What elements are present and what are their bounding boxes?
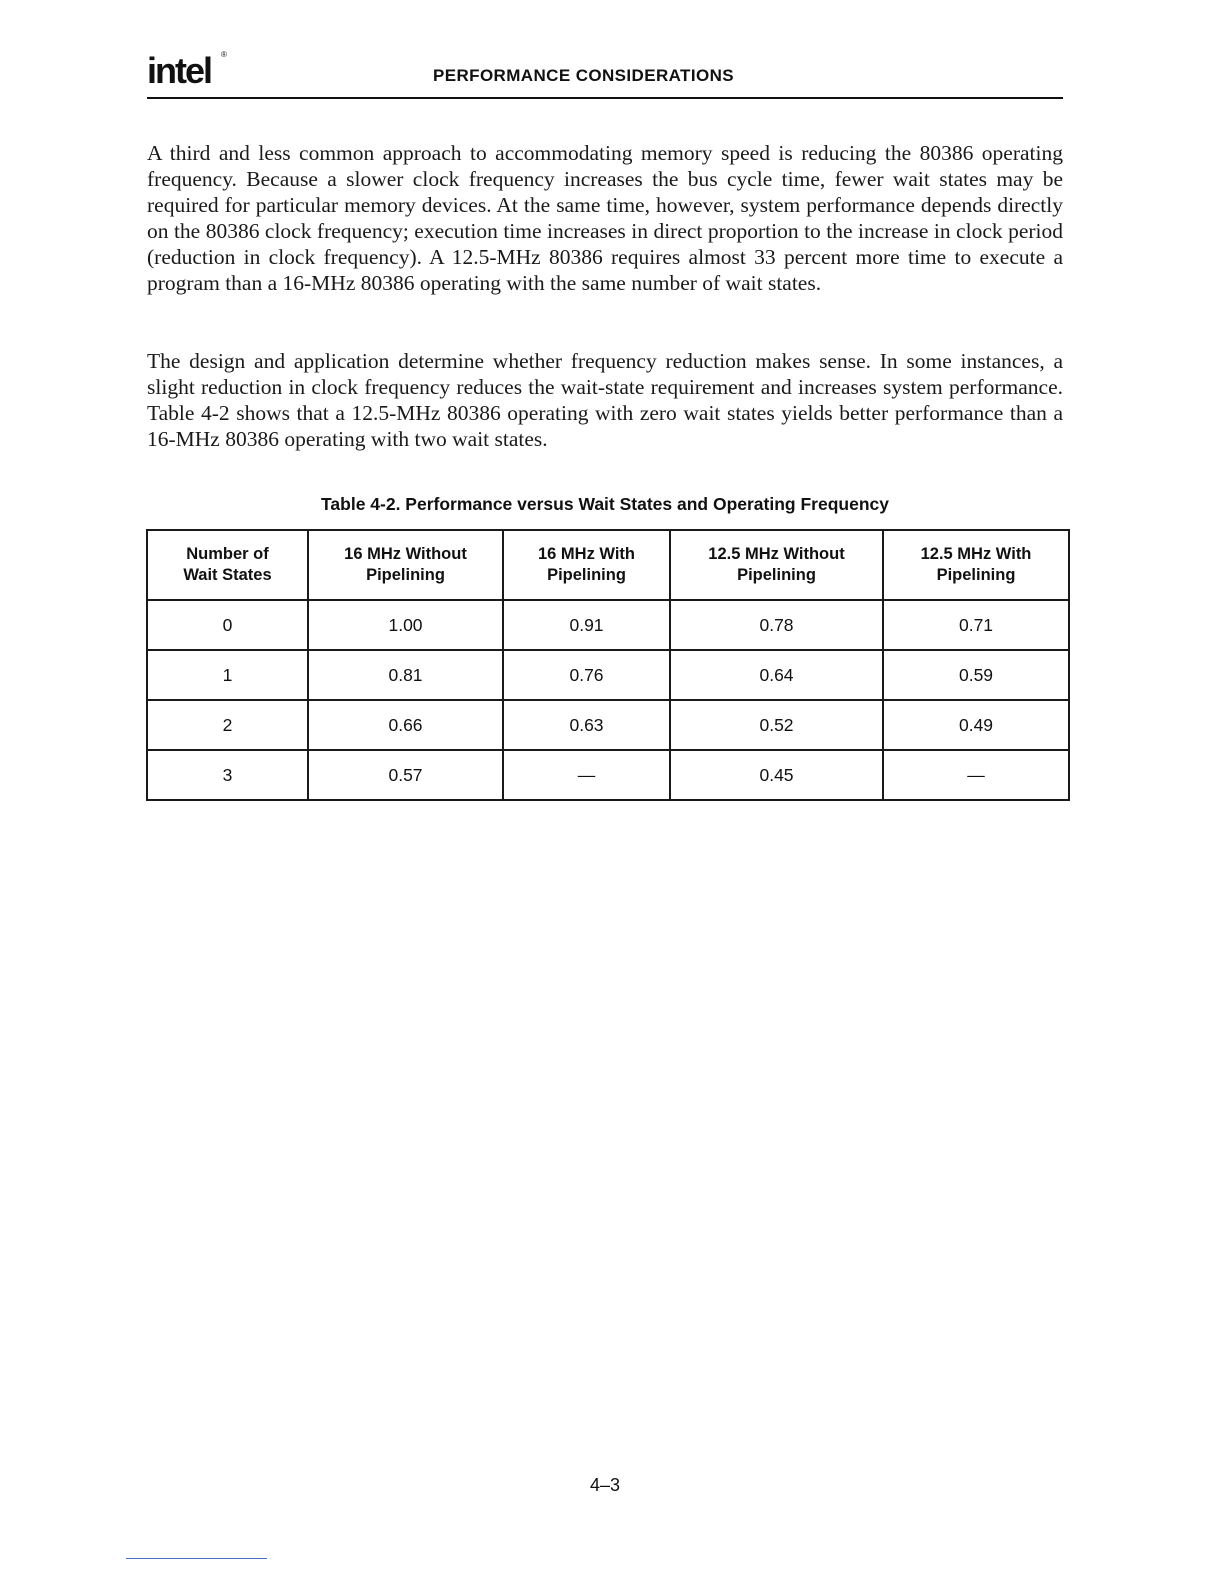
table-cell: — bbox=[883, 750, 1069, 800]
table-cell: 0.66 bbox=[308, 700, 503, 750]
footer-line bbox=[126, 1558, 267, 1559]
body-paragraph-1: A third and less common approach to accommodating memory speed is reducing the 80386 operating frequency. Because a slower clock frequency increases the bus cycle time, fewer wait states may be required for particular memory devices. At the same time, however, system performance depends directly on the 80386 clock frequency; execution time increases in direct proportion to the increase in clock period (reduction in clock frequency). A 12.5-MHz 80386 requires almost 33 percent more time to execute a program than a 16-MHz 80386 operating with the same number of wait states. bbox=[147, 141, 1063, 295]
table-cell: 0.49 bbox=[883, 700, 1069, 750]
page-header bbox=[147, 46, 1063, 100]
table-row bbox=[147, 600, 1069, 650]
table-row bbox=[147, 750, 1069, 800]
table-header-row bbox=[147, 530, 1069, 600]
table-cell: 0.63 bbox=[503, 700, 670, 750]
body-paragraph-2: The design and application determine whether frequency reduction makes sense. In some instances, a slight reduction in clock frequency reduces the wait-state requirement and increases system performance. Table 4-2 shows that a 12.5-MHz 80386 operating with zero wait states yields better performance than a 16-MHz 80386 operating with two wait states. bbox=[147, 349, 1063, 451]
table-row bbox=[147, 700, 1069, 750]
table-cell: 0.59 bbox=[883, 650, 1069, 700]
table-cell: 0.52 bbox=[670, 700, 883, 750]
table-row bbox=[147, 650, 1069, 700]
column-header-16mhz-pipeline: 16 MHz With Pipelining bbox=[503, 530, 670, 600]
table-cell: 0.81 bbox=[308, 650, 503, 700]
column-header-16mhz-no-pipeline: 16 MHz Without Pipelining bbox=[308, 530, 503, 600]
table-cell: 0.76 bbox=[503, 650, 670, 700]
table-cell: 1.00 bbox=[308, 600, 503, 650]
page-number: 4–3 bbox=[589, 1475, 621, 1495]
table-cell: 1 bbox=[147, 650, 308, 700]
table-cell: 0.78 bbox=[670, 600, 883, 650]
table-cell: 3 bbox=[147, 750, 308, 800]
table-cell: 2 bbox=[147, 700, 308, 750]
registered-mark-icon: ® bbox=[221, 50, 227, 59]
table-cell: — bbox=[503, 750, 670, 800]
table-cell: 0 bbox=[147, 600, 308, 650]
column-header-12-5mhz-no-pipeline: 12.5 MHz Without Pipelining bbox=[670, 530, 883, 600]
table-cell: 0.91 bbox=[503, 600, 670, 650]
table-cell: 0.71 bbox=[883, 600, 1069, 650]
running-head: PERFORMANCE CONSIDERATIONS bbox=[433, 66, 734, 85]
header-rule bbox=[147, 97, 1063, 99]
logo-text: intel bbox=[147, 50, 212, 91]
intel-logo bbox=[147, 50, 227, 92]
table-caption: Table 4-2. Performance versus Wait States and Operating Frequency bbox=[321, 494, 889, 514]
table-cell: 0.64 bbox=[670, 650, 883, 700]
table-cell: 0.57 bbox=[308, 750, 503, 800]
table-cell: 0.45 bbox=[670, 750, 883, 800]
column-header-wait-states: Number of Wait States bbox=[147, 530, 308, 600]
column-header-12-5mhz-pipeline: 12.5 MHz With Pipelining bbox=[883, 530, 1069, 600]
performance-table bbox=[146, 529, 1070, 801]
